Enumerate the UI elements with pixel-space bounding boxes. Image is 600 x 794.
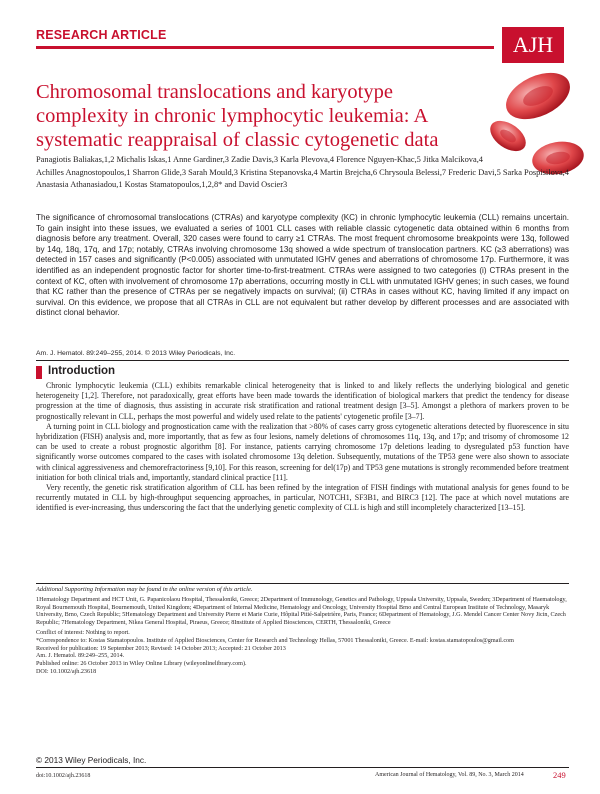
author[interactable]: Karla Plevova,4 xyxy=(280,155,335,164)
abstract-text: The significance of chromosomal translocations (CTRAs) and karyotype complexity (KC) in chronic lymphocytic leukemia (CLL) remains uncertain. To gain insight into these issues, we evaluated a series of 1001 CLL cases with reliable classic cytogenetic data obtained within 6 months from diagnosis before any treatment. Overall, 320 cases were found to carry ≥1 CTRAs. The most frequent chromosome breakpoints were 13q, followed by 14q, 18q, 17q, and 17p; notably, CTRAs involving chromosome 13q showed a wide spectrum of translocation partners. KC (≥3 aberrations) was detected in 157 cases and significantly (P<0.005) associated with unmutated IGHV genes and aberrations of chromosome 17p. Furthermore, it was identified as an independent prognostic factor for shorter time-to-first-treatment. CTRAs were assigned to two categories (i) CTRAs present in the context of KC, often with involvement of chromosome 17p aberrations, occurring mostly in CLL with unmutated IGHV genes; in such cases, we found that KC rather than the presence of CTRAs per se negatively impacts on survival; (ii) CTRAs in cases without KC, having limited if any impact on survival. On this evidence, we propose that all CTRAs in CLL are not equivalent but rather develop by different processes and are associated with distinct clonal behavior. xyxy=(36,213,569,318)
correspondence[interactable]: *Correspondence to: Kostas Stamatopoulos. Institute of Applied Biosciences, Center for Research and Technology Hellas, 57001 Thessaloniki, Greece. E-mail: kostas.stamatopoulos@gmail.com xyxy=(36,637,514,644)
body-paragraph: Chronic lymphocytic leukemia (CLL) exhibits remarkable clinical heterogeneity that is linked to and likely reflects the underlying biological and genetic heterogeneity [1,2]. Therefore, not paradoxically, great efforts have been made towards the identification of biological markers that predict the tendency for disease progression at the time of diagnosis, thus assisting in accurate risk stratification and rational treatment design [3–5]. Amongst a plethora of markers proven to be prognostically relevant in CLL, perhaps the most powerful and widely used relate to the patients' cytogenetic profile [3–7]. xyxy=(36,381,569,421)
author[interactable]: Jitka Malcikova,4 xyxy=(422,155,483,164)
author[interactable]: Kristina Stepanovska,4 xyxy=(240,167,318,177)
introduction-heading xyxy=(36,360,569,377)
author[interactable]: Anastasia Athanasiadou,1 xyxy=(36,180,123,189)
author[interactable]: Sarah Mould,3 xyxy=(188,167,238,177)
author[interactable]: Martin Brejcha,6 xyxy=(319,167,378,177)
received-dates: Received for publication: 19 September 2013; Revised: 14 October 2013; Accepted: 21 October 2013 xyxy=(36,645,286,652)
author[interactable]: Anne Gardiner,3 xyxy=(173,155,229,164)
footnote-doi[interactable]: DOI: 10.1002/ajh.23618 xyxy=(36,668,97,675)
footer-doi[interactable]: doi:10.1002/ajh.23618 xyxy=(36,773,91,779)
body-paragraph: A turning point in CLL biology and prognostication came with the realization that >80% of cases carry gross cytogenetic alterations detected by fluorescence in situ hybridization (FISH) analysis and, more importantly, that as few as four lesions, namely deletions of chromosomes 11q, 13q, and 17p; and trisomy of chromosome 12 can be used to create a robust prognostic algorithm [8]. For instance, patients carrying chromosome 17p deletions leading to dysregulated p53 function have significantly worse outcomes compared to the cases with isolated chromosome 13q deletion. Subsequently, mutations of the TP53 gene were also shown to associate with clinical aggressiveness and chemorefractoriness [9,10]. For this reason, screening for del(17p) and TP53 gene mutations is strongly recommended before treatment initiation for both clinical trials and, importantly, standard clinical practice [11]. xyxy=(36,421,569,482)
author[interactable]: and David Oscier3 xyxy=(224,180,288,189)
section-label: RESEARCH ARTICLE xyxy=(36,28,167,42)
author[interactable]: Kostas Stamatopoulos,1,2,8* xyxy=(124,180,223,189)
journal-issue: American Journal of Hematology, Vol. 89, No. 3, March 2014 xyxy=(375,772,524,778)
heading-marker xyxy=(36,366,42,379)
body-paragraph: Very recently, the genetic risk stratification algorithm of CLL has been refined by the integration of FISH findings with mutational analysis for genes found to be recurrently mutated in CLL by high-throughput sequencing approaches, in particular, NOTCH1, SF3B1, and BIRC3 [12]. The pace at which novel mutations are identified is ever-increasing, thus underscoring the fact that the underlying genetic complexity of CLL is high and still incompletely characterized [13–15]. xyxy=(36,483,569,513)
introduction-body xyxy=(36,381,569,514)
author[interactable]: Sharron Glide,3 xyxy=(132,167,187,177)
author[interactable]: Frederic Davi,5 xyxy=(448,167,501,177)
page-number: 249 xyxy=(553,770,566,780)
journal-logo[interactable]: AJH xyxy=(502,27,564,63)
author-list xyxy=(36,154,571,192)
supporting-info-note: Additional Supporting Information may be found in the online version of this article. xyxy=(36,586,253,593)
affiliations: 1Hematology Department and HCT Unit, G. Papanicolaou Hospital, Thessaloniki, Greece; 2Department of Immunology, Genetics and Pathology, Uppsala University, Uppsala, Sweden; 3Department of Haematology, Royal Bournemouth Hospital, Bournemouth, United Kingdom; 4Department of Internal Medicine, Hematology and Oncology, University Hospital Brno and Central European Institute of Technology, Masaryk University, Brno, Czech Republic; 5Hematology Department and University Pierre et Marie Curie, Hôpital Pitié-Salpetrière, Paris, France; 6Department of Hematology, J.G. Mendel Cancer Center Novy Jicin, Czech Republic; 7Hematology Department, Nikea General Hospital, Piraeus, Greece; 8Institute of Applied Biosciences, CERTH, Thessaloniki, Greece xyxy=(36,596,567,627)
footnotes xyxy=(36,586,569,677)
author[interactable]: Michalis Iskas,1 xyxy=(116,155,172,164)
author[interactable]: Zadie Davis,3 xyxy=(231,155,279,164)
author[interactable]: Panagiotis Baliakas,1,2 xyxy=(36,155,115,164)
published-online: Published online: 26 October 2013 in Wiley Online Library (wileyonlinelibrary.com). xyxy=(36,661,247,668)
footer-rule xyxy=(36,767,569,768)
header-rule xyxy=(36,46,494,49)
cell-small xyxy=(485,115,532,158)
footnote-citation: Am. J. Hematol. 89:249–255, 2014. xyxy=(36,653,125,660)
article-title: Chromosomal translocations and karyotype complexity in chronic lymphocytic leukemia: A systematic reappraisal of classic cytogenetic data xyxy=(36,81,439,151)
footnote-divider xyxy=(36,583,569,584)
copyright-notice: © 2013 Wiley Periodicals, Inc. xyxy=(36,755,147,765)
author[interactable]: Achilles Anagnostopoulos,1 xyxy=(36,167,131,177)
introduction-title: Introduction xyxy=(48,365,116,377)
conflict-of-interest: Conflict of interest: Nothing to report. xyxy=(36,629,130,636)
author[interactable]: Chrysoula Belessi,7 xyxy=(379,167,447,177)
abstract-citation: Am. J. Hematol. 89:249–255, 2014. © 2013 Wiley Periodicals, Inc. xyxy=(36,350,236,357)
cell-large xyxy=(499,64,578,129)
author[interactable]: Florence Nguyen-Khac,5 xyxy=(336,155,421,164)
author[interactable]: Sarka Pospisilova,4 xyxy=(502,167,569,177)
